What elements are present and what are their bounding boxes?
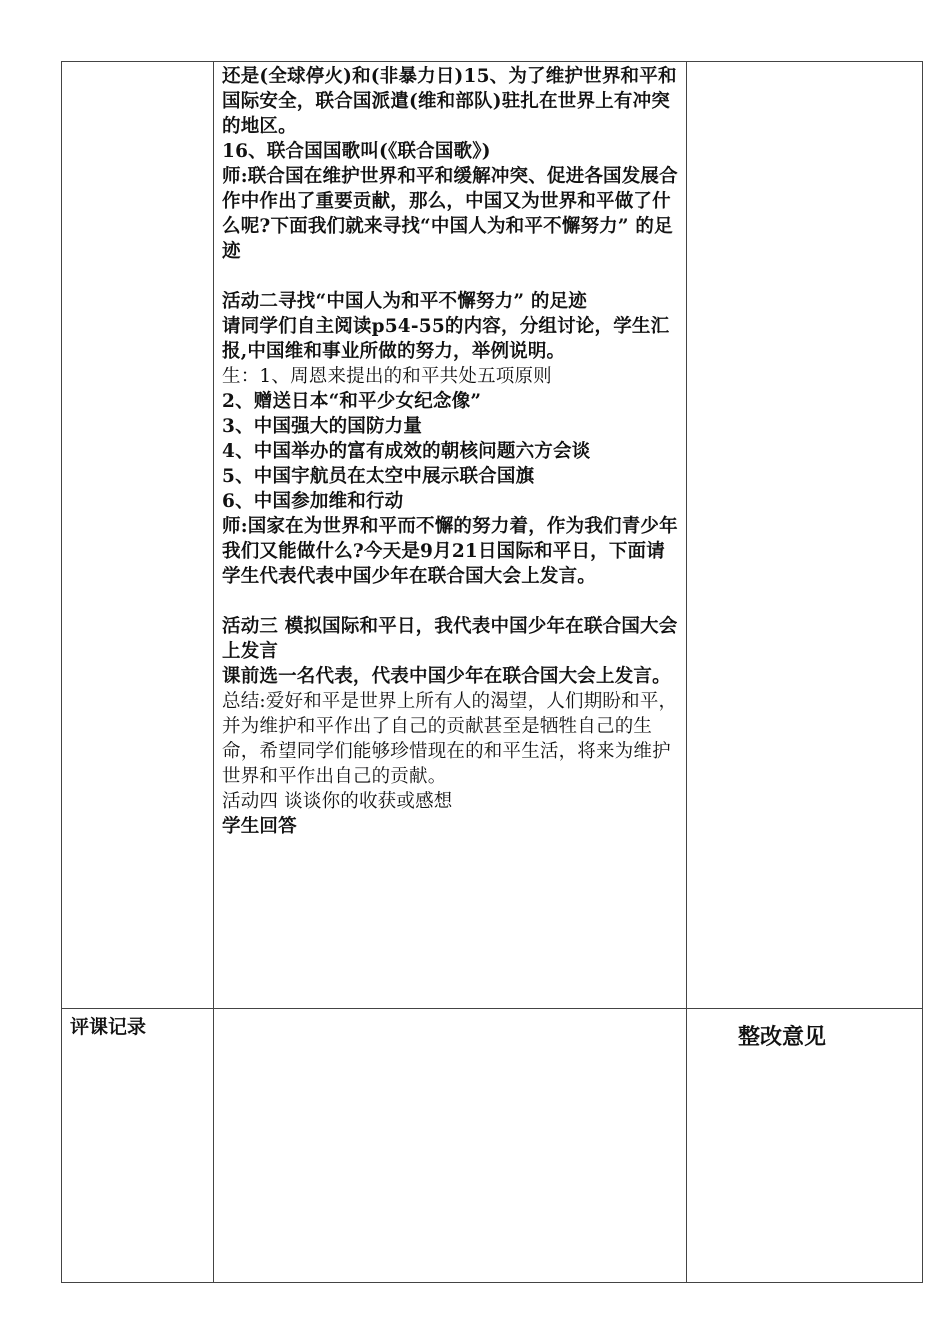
lesson-paragraph: 学生回答: [222, 816, 297, 837]
row-divider: [62, 1008, 922, 1009]
lesson-paragraph: 生：1、周恩来提出的和平共处五项原则: [222, 366, 552, 387]
lesson-paragraph: 还是(全球停火)和(非暴力日)15、为了维护世界和平和国际安全，联合国派遣(维和部队)驻扎在世界上有冲突的地区。: [222, 66, 677, 137]
lesson-paragraph: 5、中国宇航员在太空中展示联合国旗: [222, 466, 535, 487]
lesson-paragraph: 课前选一名代表，代表中国少年在联合国大会上发言。: [222, 666, 671, 687]
revision-opinion-label: 整改意见: [738, 1025, 827, 1050]
lesson-paragraph: 师:国家在为世界和平而不懈的努力着，作为我们青少年我们又能做什么?今天是9月21日国际和平日，下面请学生代表代表中国少年在联合国大会上发言。: [222, 516, 678, 587]
lesson-paragraph: 总结:爱好和平是世界上所有人的渴望，人们期盼和平，并为维护和平作出了自己的贡献甚至是牺牲自己的生命，希望同学们能够珍惜现在的和平生活，将来为维护世界和平作出自己的贡献。: [222, 691, 678, 787]
lesson-paragraph: 2、赠送日本“和平少女纪念像”: [222, 391, 482, 412]
lesson-paragraph: 16、联合国国歌叫(《联合国歌》): [222, 141, 491, 162]
paragraph-spacer: [222, 589, 680, 614]
review-record-label: 评课记录: [70, 1016, 147, 1038]
lesson-paragraph: 3、中国强大的国防力量: [222, 416, 423, 437]
lesson-paragraph: 请同学们自主阅读p54-55的内容，分组讨论，学生汇报,中国维和事业所做的努力，举例说明。: [222, 316, 670, 362]
lesson-paragraph: 6、中国参加维和行动: [222, 491, 404, 512]
column-divider-2: [686, 62, 687, 1282]
lesson-paragraph: 活动三 模拟国际和平日，我代表中国少年在联合国大会上发言: [222, 616, 678, 662]
lesson-content-cell: [222, 64, 680, 839]
lesson-paragraph: 活动二寻找“中国人为和平不懈努力” 的足迹: [222, 291, 587, 312]
column-divider-1: [213, 62, 214, 1282]
lesson-paragraph: 师:联合国在维护世界和平和缓解冲突、促进各国发展合作中作出了重要贡献，那么，中国又为世界和平做了什么呢?下面我们就来寻找“中国人为和平不懈努力” 的足迹: [222, 166, 678, 262]
lesson-paragraph: 活动四 谈谈你的收获或感想: [222, 791, 453, 812]
paragraph-spacer: [222, 264, 680, 289]
lesson-paragraph: 4、中国举办的富有成效的朝核问题六方会谈: [222, 441, 591, 462]
